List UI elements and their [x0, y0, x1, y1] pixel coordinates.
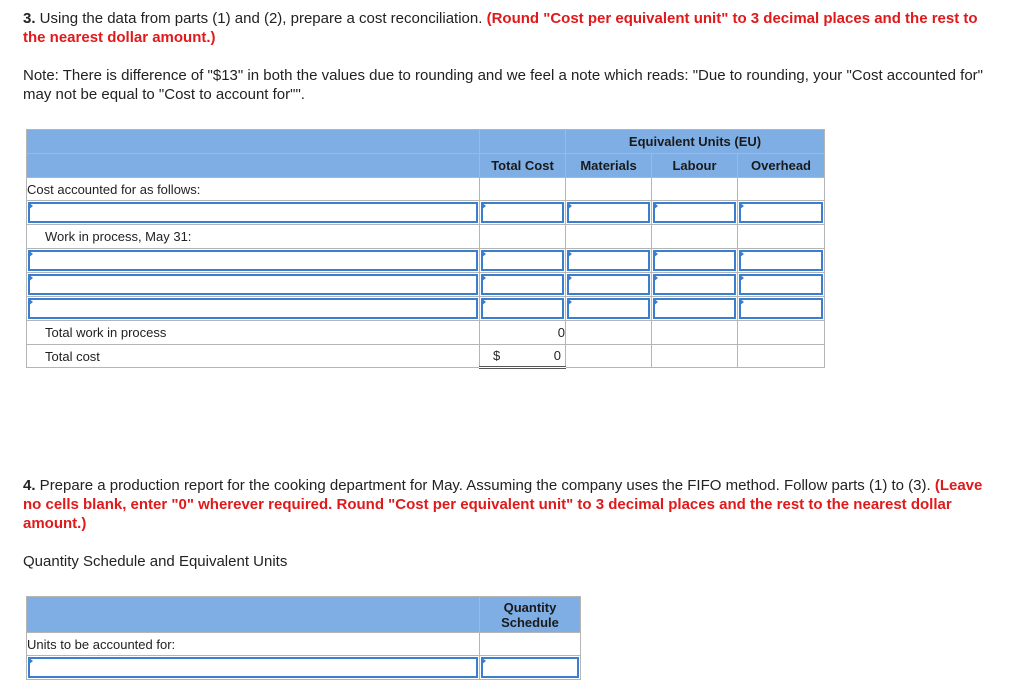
input-row [27, 297, 825, 321]
materials-input[interactable] [567, 298, 650, 319]
empty-cell [480, 225, 566, 249]
total-cost-header: Total Cost [480, 154, 566, 178]
labour-input[interactable] [653, 298, 736, 319]
total-cost-input[interactable] [481, 250, 564, 271]
empty-cell [652, 178, 738, 201]
overhead-input[interactable] [739, 274, 823, 295]
overhead-header: Overhead [738, 154, 825, 178]
materials-input[interactable] [567, 250, 650, 271]
cost-accounted-label: Cost accounted for as follows: [27, 178, 480, 201]
labour-input[interactable] [653, 274, 736, 295]
empty-cell [566, 178, 652, 201]
labour-header: Labour [652, 154, 738, 178]
question-3-prompt [23, 9, 983, 47]
materials-header: Materials [566, 154, 652, 178]
total-cost-input[interactable] [481, 298, 564, 319]
overhead-input[interactable] [739, 202, 823, 223]
header-blank [480, 130, 566, 154]
label-input[interactable] [28, 274, 478, 295]
header-blank [27, 154, 480, 178]
rounding-note: Note: There is difference of "$13" in both the values due to rounding and we feel a note which reads: "Due to rounding, your "Cost accounted for" may not be equal to "Cost to account for"". [23, 67, 983, 103]
empty-cell [738, 345, 825, 368]
question-4-text: Prepare a production report for the cooking department for May. Assuming the company uses the FIFO method. Follow parts (1) to (3). [35, 477, 935, 494]
empty-cell [652, 345, 738, 368]
labour-input[interactable] [653, 250, 736, 271]
label-input[interactable] [28, 202, 478, 223]
total-cost-label: Total cost [27, 345, 480, 368]
label-input[interactable] [28, 657, 478, 678]
question-3-text: Using the data from parts (1) and (2), prepare a cost reconciliation. [35, 10, 487, 27]
units-accounted-label: Units to be accounted for: [27, 633, 480, 656]
currency-symbol: $ [493, 348, 501, 363]
empty-cell [652, 225, 738, 249]
empty-cell [480, 633, 581, 656]
input-row [27, 249, 825, 273]
quantity-schedule-heading: Quantity Schedule and Equivalent Units [23, 553, 288, 570]
total-cost-input[interactable] [481, 274, 564, 295]
input-row [27, 201, 825, 225]
total-wip-value: 0 [480, 321, 566, 345]
empty-cell [652, 321, 738, 345]
empty-cell [566, 321, 652, 345]
overhead-input[interactable] [739, 298, 823, 319]
quantity-schedule-header: Quantity Schedule [480, 597, 581, 633]
header-blank [27, 597, 480, 633]
input-row [27, 273, 825, 297]
quantity-input[interactable] [481, 657, 579, 678]
empty-cell [566, 345, 652, 368]
empty-cell [738, 178, 825, 201]
label-input[interactable] [28, 250, 478, 271]
question-4-instruction: (Leave no cells blank, enter "0" wherever required. Round "Cost per equivalent unit" to 3 decimal places and the rest to the nearest dollar amount.) [23, 477, 983, 532]
quantity-schedule-table [26, 596, 581, 680]
equivalent-units-header: Equivalent Units (EU) [566, 130, 825, 154]
question-4-prompt [23, 476, 983, 533]
empty-cell [738, 321, 825, 345]
total-cost-cell [480, 345, 566, 368]
total-cost-input[interactable] [481, 202, 564, 223]
materials-input[interactable] [567, 274, 650, 295]
label-input[interactable] [28, 298, 478, 319]
overhead-input[interactable] [739, 250, 823, 271]
empty-cell [566, 225, 652, 249]
empty-cell [480, 178, 566, 201]
cost-reconciliation-table [26, 129, 825, 369]
materials-input[interactable] [567, 202, 650, 223]
total-wip-label: Total work in process [27, 321, 480, 345]
question-3-number: 3. [23, 10, 36, 27]
empty-cell [738, 225, 825, 249]
header-blank [27, 130, 480, 154]
question-4-number: 4. [23, 477, 36, 494]
question-3-instruction: (Round "Cost per equivalent unit" to 3 decimal places and the rest to the nearest dollar amount.) [23, 10, 978, 46]
total-cost-value: 0 [553, 348, 561, 363]
input-row [27, 656, 581, 680]
labour-input[interactable] [653, 202, 736, 223]
wip-label: Work in process, May 31: [27, 225, 480, 249]
